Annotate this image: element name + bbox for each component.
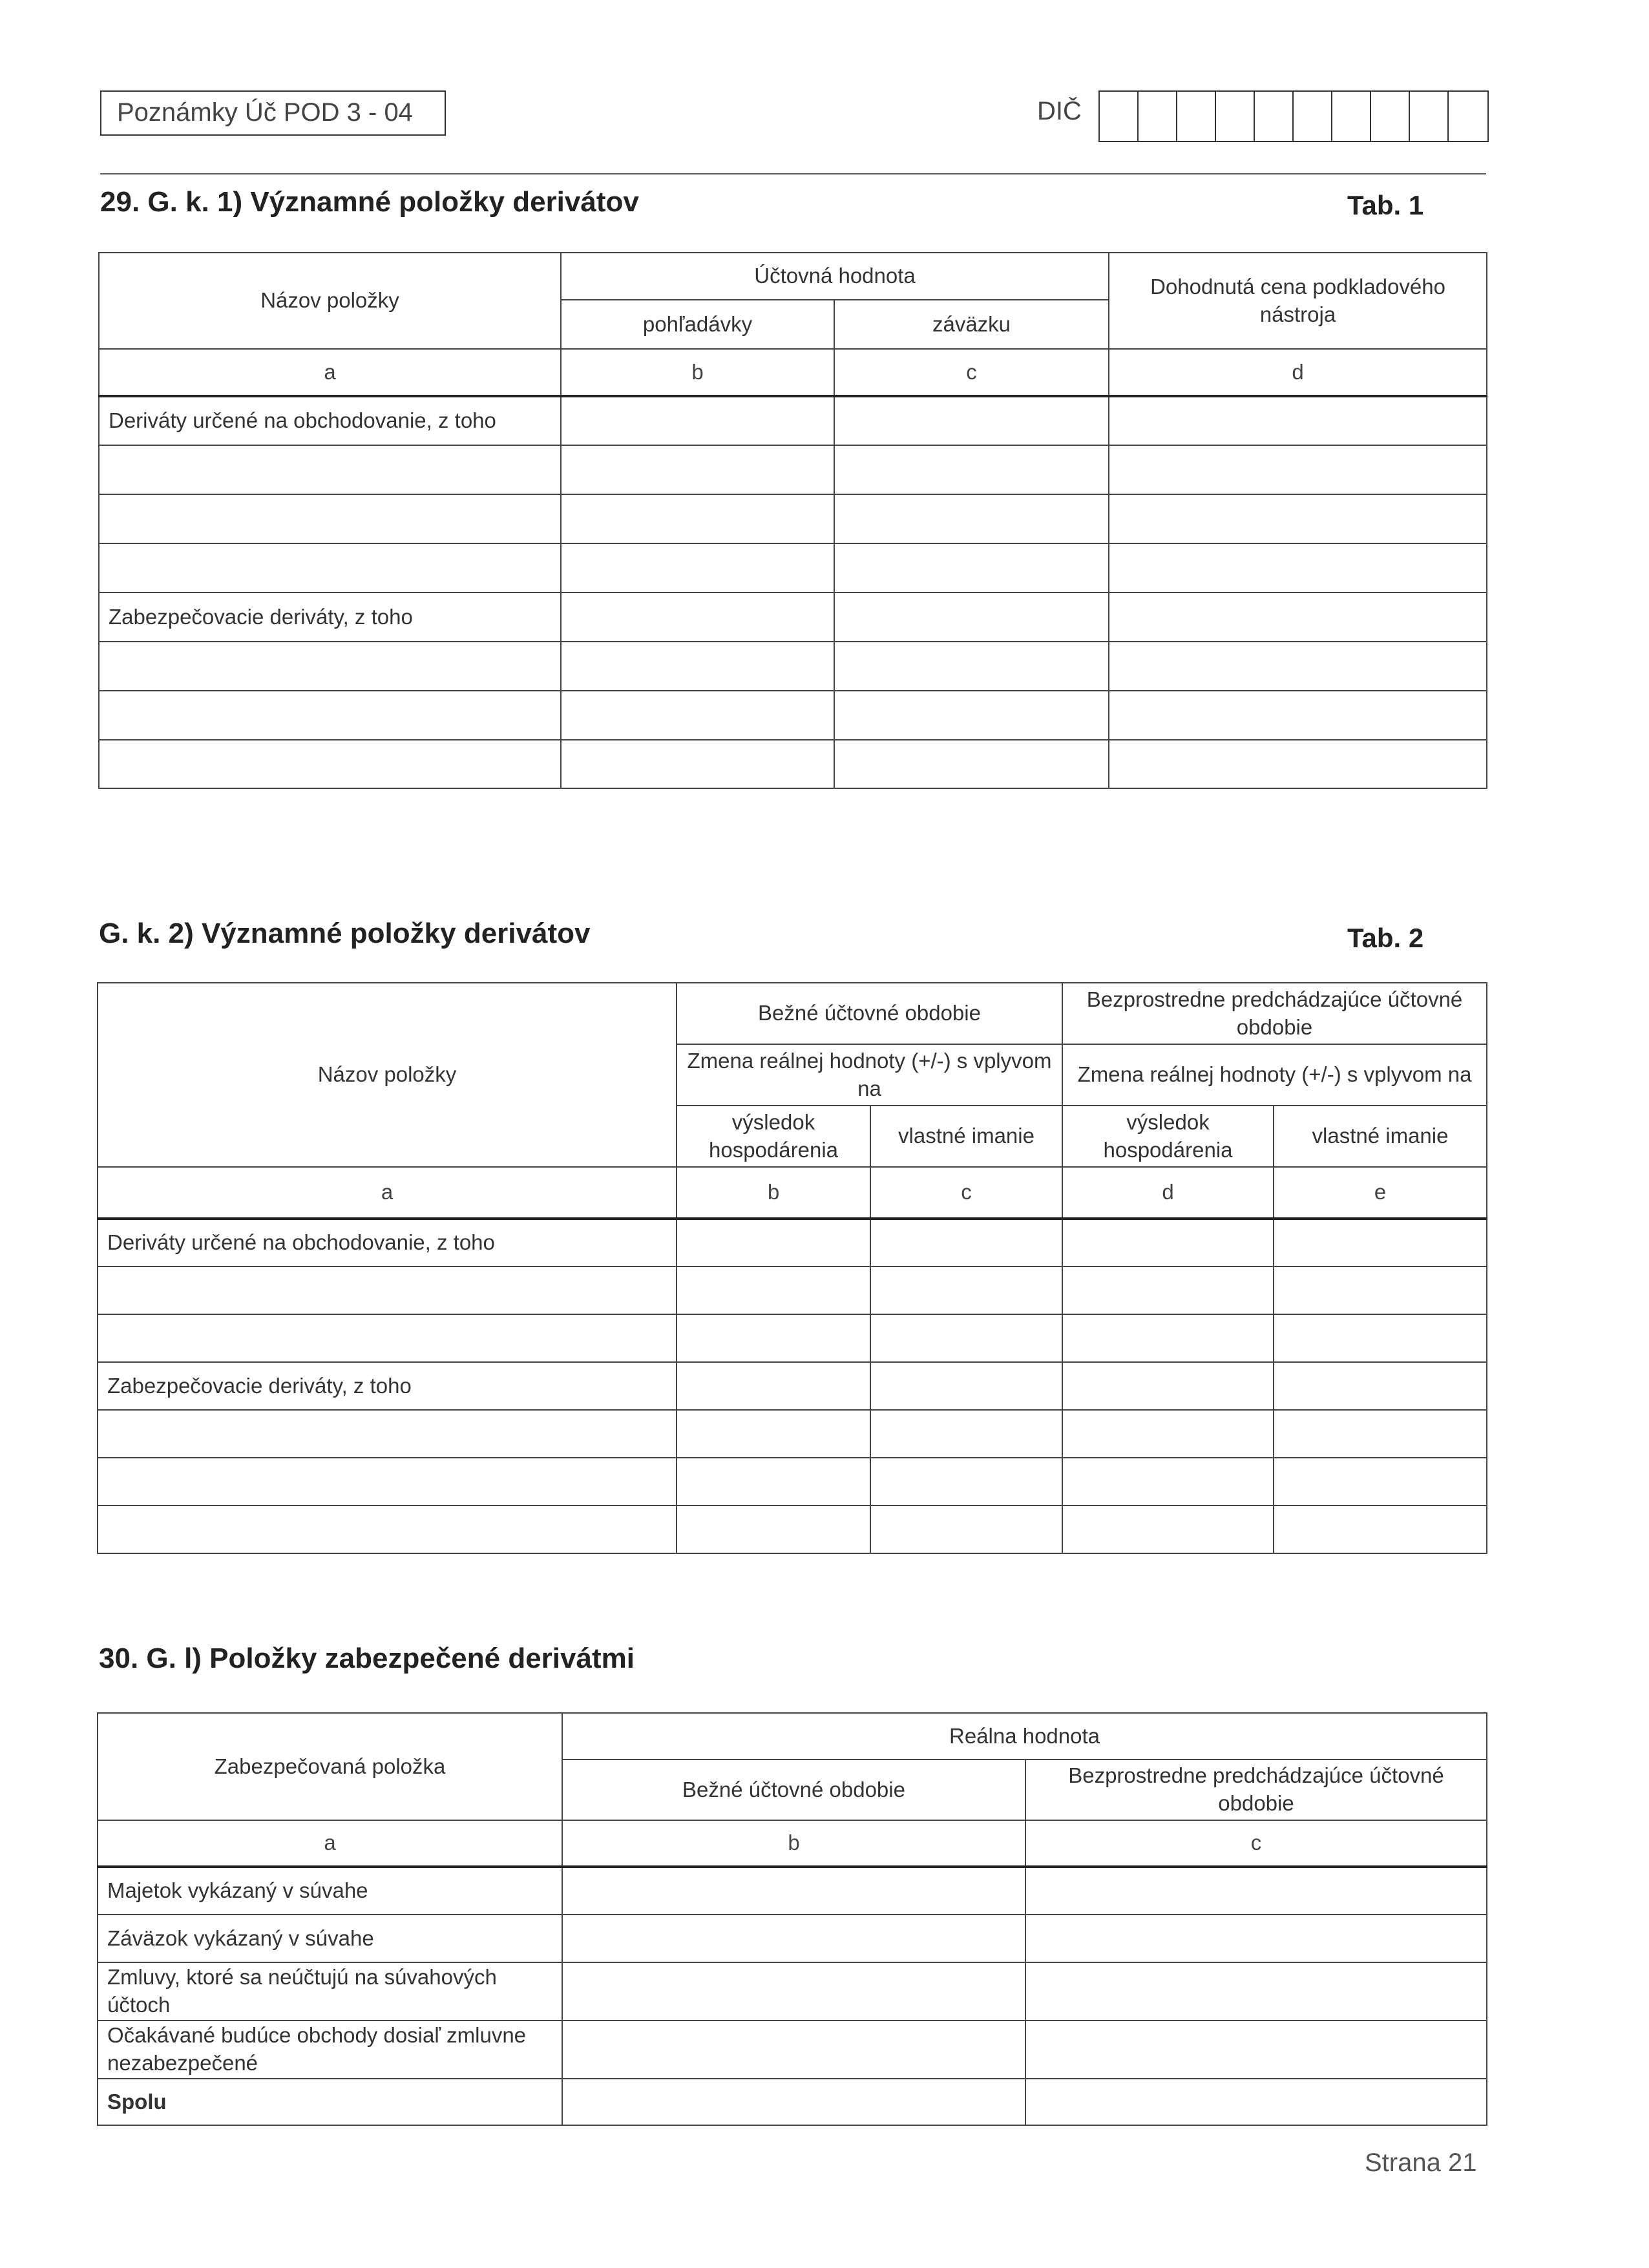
row-label-hedging: Zabezpečovacie deriváty, z toho <box>99 593 561 642</box>
input-cell[interactable] <box>677 1314 870 1362</box>
col-header-current-period: Bežné účtovné obdobie <box>562 1759 1025 1820</box>
row-label-trading: Deriváty určené na obchodovanie, z toho <box>99 396 561 445</box>
input-cell[interactable] <box>870 1219 1062 1266</box>
input-cell[interactable] <box>1025 1915 1487 1962</box>
input-cell[interactable] <box>870 1458 1062 1506</box>
col-header-agreed-price: Dohodnutá cena podkladového nástroja <box>1109 253 1487 349</box>
input-cell[interactable] <box>834 445 1109 494</box>
input-cell[interactable] <box>834 740 1109 788</box>
col-header-previous-period: Bezprostredne predchádzajúce účtovné obdobie <box>1062 983 1487 1044</box>
input-cell[interactable] <box>1025 1867 1487 1915</box>
input-cell[interactable] <box>1062 1362 1274 1410</box>
input-cell[interactable] <box>562 1915 1025 1962</box>
input-cell[interactable] <box>1274 1458 1487 1506</box>
input-cell[interactable] <box>834 494 1109 543</box>
row-label-hedging: Zabezpečovacie deriváty, z toho <box>98 1362 677 1410</box>
input-cell[interactable] <box>98 1410 677 1458</box>
col-letter: a <box>98 1820 562 1867</box>
input-cell[interactable] <box>561 396 834 445</box>
input-cell[interactable] <box>1062 1458 1274 1506</box>
col-header-fair-value: Reálna hodnota <box>562 1713 1487 1759</box>
section-29-title: 29. G. k. 1) Významné položky derivátov <box>100 186 639 218</box>
row-label-expected-transactions: Očakávané budúce obchody dosiaľ zmluvne nezabezpečené <box>98 2021 562 2079</box>
form-code-box: Poznámky Úč POD 3 - 04 <box>100 90 446 136</box>
col-header-fair-value-change: Zmena reálnej hodnoty (+/-) s vplyvom na <box>1062 1044 1487 1106</box>
row-label-total: Spolu <box>98 2079 562 2125</box>
row-label-trading: Deriváty určené na obchodovanie, z toho <box>98 1219 677 1266</box>
col-header-equity: vlastné imanie <box>1274 1106 1487 1167</box>
input-cell[interactable] <box>1109 642 1487 691</box>
input-cell[interactable] <box>677 1458 870 1506</box>
input-cell[interactable] <box>1109 740 1487 788</box>
input-cell[interactable] <box>99 691 561 740</box>
input-cell[interactable] <box>562 1867 1025 1915</box>
col-header-name: Názov položky <box>98 983 677 1167</box>
col-letter: b <box>677 1167 870 1219</box>
input-cell[interactable] <box>834 543 1109 593</box>
col-header-hedged-item: Zabezpečovaná položka <box>98 1713 562 1820</box>
input-cell[interactable] <box>99 740 561 788</box>
input-cell[interactable] <box>1274 1506 1487 1553</box>
page-number: Strana 21 <box>1365 2148 1477 2177</box>
col-letter: c <box>834 349 1109 396</box>
dic-char-box[interactable] <box>1255 92 1294 141</box>
input-cell[interactable] <box>562 2079 1025 2125</box>
table-30 <box>97 1712 1487 2126</box>
header-divider <box>100 173 1486 174</box>
input-cell[interactable] <box>98 1458 677 1506</box>
dic-char-box[interactable] <box>1371 92 1410 141</box>
col-header-fair-value-change: Zmena reálnej hodnoty (+/-) s vplyvom na <box>677 1044 1062 1106</box>
col-letter: a <box>99 349 561 396</box>
input-cell[interactable] <box>834 642 1109 691</box>
input-cell[interactable] <box>870 1410 1062 1458</box>
dic-char-box[interactable] <box>1139 92 1177 141</box>
input-cell[interactable] <box>1109 445 1487 494</box>
input-cell[interactable] <box>1109 691 1487 740</box>
input-cell[interactable] <box>561 642 834 691</box>
col-header-previous-period: Bezprostredne predchádzajúce účtovné obdobie <box>1025 1759 1487 1820</box>
table-gk2 <box>97 982 1487 1554</box>
input-cell[interactable] <box>1062 1314 1274 1362</box>
col-letter: b <box>561 349 834 396</box>
input-cell[interactable] <box>1062 1506 1274 1553</box>
dic-char-box[interactable] <box>1294 92 1332 141</box>
dic-char-box[interactable] <box>1216 92 1255 141</box>
input-cell[interactable] <box>561 494 834 543</box>
dic-char-box[interactable] <box>1100 92 1139 141</box>
dic-char-box[interactable] <box>1449 92 1487 141</box>
input-cell[interactable] <box>99 543 561 593</box>
input-cell[interactable] <box>98 1506 677 1553</box>
col-header-name: Názov položky <box>99 253 561 349</box>
input-cell[interactable] <box>870 1506 1062 1553</box>
col-letter: b <box>562 1820 1025 1867</box>
input-cell[interactable] <box>98 1314 677 1362</box>
col-letter: d <box>1109 349 1487 396</box>
col-header-receivables: pohľadávky <box>561 300 834 349</box>
input-cell[interactable] <box>1109 396 1487 445</box>
input-cell[interactable] <box>561 543 834 593</box>
tab-1-label: Tab. 1 <box>1347 190 1424 220</box>
table-29 <box>98 252 1487 789</box>
input-cell[interactable] <box>561 593 834 642</box>
row-label-liability: Záväzok vykázaný v súvahe <box>98 1915 562 1962</box>
input-cell[interactable] <box>1025 2079 1487 2125</box>
col-header-liabilities: záväzku <box>834 300 1109 349</box>
dic-label: DIČ <box>1037 97 1082 125</box>
input-cell[interactable] <box>1274 1314 1487 1362</box>
input-cell[interactable] <box>870 1266 1062 1314</box>
input-cell[interactable] <box>1062 1410 1274 1458</box>
input-cell[interactable] <box>1274 1362 1487 1410</box>
dic-char-box[interactable] <box>1332 92 1371 141</box>
input-cell[interactable] <box>1274 1266 1487 1314</box>
row-label-contracts: Zmluvy, ktoré sa neúčtujú na súvahových účtoch <box>98 1962 562 2021</box>
input-cell[interactable] <box>834 691 1109 740</box>
dic-char-box[interactable] <box>1177 92 1216 141</box>
input-cell[interactable] <box>834 396 1109 445</box>
input-cell[interactable] <box>99 494 561 543</box>
section-30-title: 30. G. l) Položky zabezpečené derivátmi <box>99 1643 635 1674</box>
input-cell[interactable] <box>1274 1410 1487 1458</box>
input-cell[interactable] <box>1025 1962 1487 2021</box>
input-cell[interactable] <box>562 1962 1025 2021</box>
input-cell[interactable] <box>99 642 561 691</box>
input-cell[interactable] <box>870 1314 1062 1362</box>
input-cell[interactable] <box>1025 2021 1487 2079</box>
input-cell[interactable] <box>677 1362 870 1410</box>
col-letter: d <box>1062 1167 1274 1219</box>
row-label-asset: Majetok vykázaný v súvahe <box>98 1867 562 1915</box>
col-header-current-period: Bežné účtovné obdobie <box>677 983 1062 1044</box>
col-header-accounting-value: Účtovná hodnota <box>561 253 1109 300</box>
input-cell[interactable] <box>834 593 1109 642</box>
col-header-result: výsledok hospodárenia <box>1062 1106 1274 1167</box>
col-letter: c <box>870 1167 1062 1219</box>
col-letter: a <box>98 1167 677 1219</box>
input-cell[interactable] <box>99 445 561 494</box>
input-cell[interactable] <box>562 2021 1025 2079</box>
dic-char-box[interactable] <box>1410 92 1449 141</box>
input-cell[interactable] <box>1109 543 1487 593</box>
col-header-result: výsledok hospodárenia <box>677 1106 870 1167</box>
tab-2-label: Tab. 2 <box>1347 923 1424 953</box>
input-cell[interactable] <box>1109 494 1487 543</box>
input-cell[interactable] <box>677 1506 870 1553</box>
input-cell[interactable] <box>1062 1266 1274 1314</box>
input-cell[interactable] <box>561 445 834 494</box>
input-cell[interactable] <box>870 1362 1062 1410</box>
section-gk2-title: G. k. 2) Významné položky derivátov <box>99 918 591 949</box>
dic-input[interactable] <box>1098 90 1489 142</box>
input-cell[interactable] <box>561 740 834 788</box>
input-cell[interactable] <box>677 1219 870 1266</box>
input-cell[interactable] <box>677 1266 870 1314</box>
input-cell[interactable] <box>1062 1219 1274 1266</box>
col-letter: e <box>1274 1167 1487 1219</box>
input-cell[interactable] <box>1274 1219 1487 1266</box>
col-header-equity: vlastné imanie <box>870 1106 1062 1167</box>
input-cell[interactable] <box>561 691 834 740</box>
col-letter: c <box>1025 1820 1487 1867</box>
input-cell[interactable] <box>98 1266 677 1314</box>
input-cell[interactable] <box>677 1410 870 1458</box>
input-cell[interactable] <box>1109 593 1487 642</box>
